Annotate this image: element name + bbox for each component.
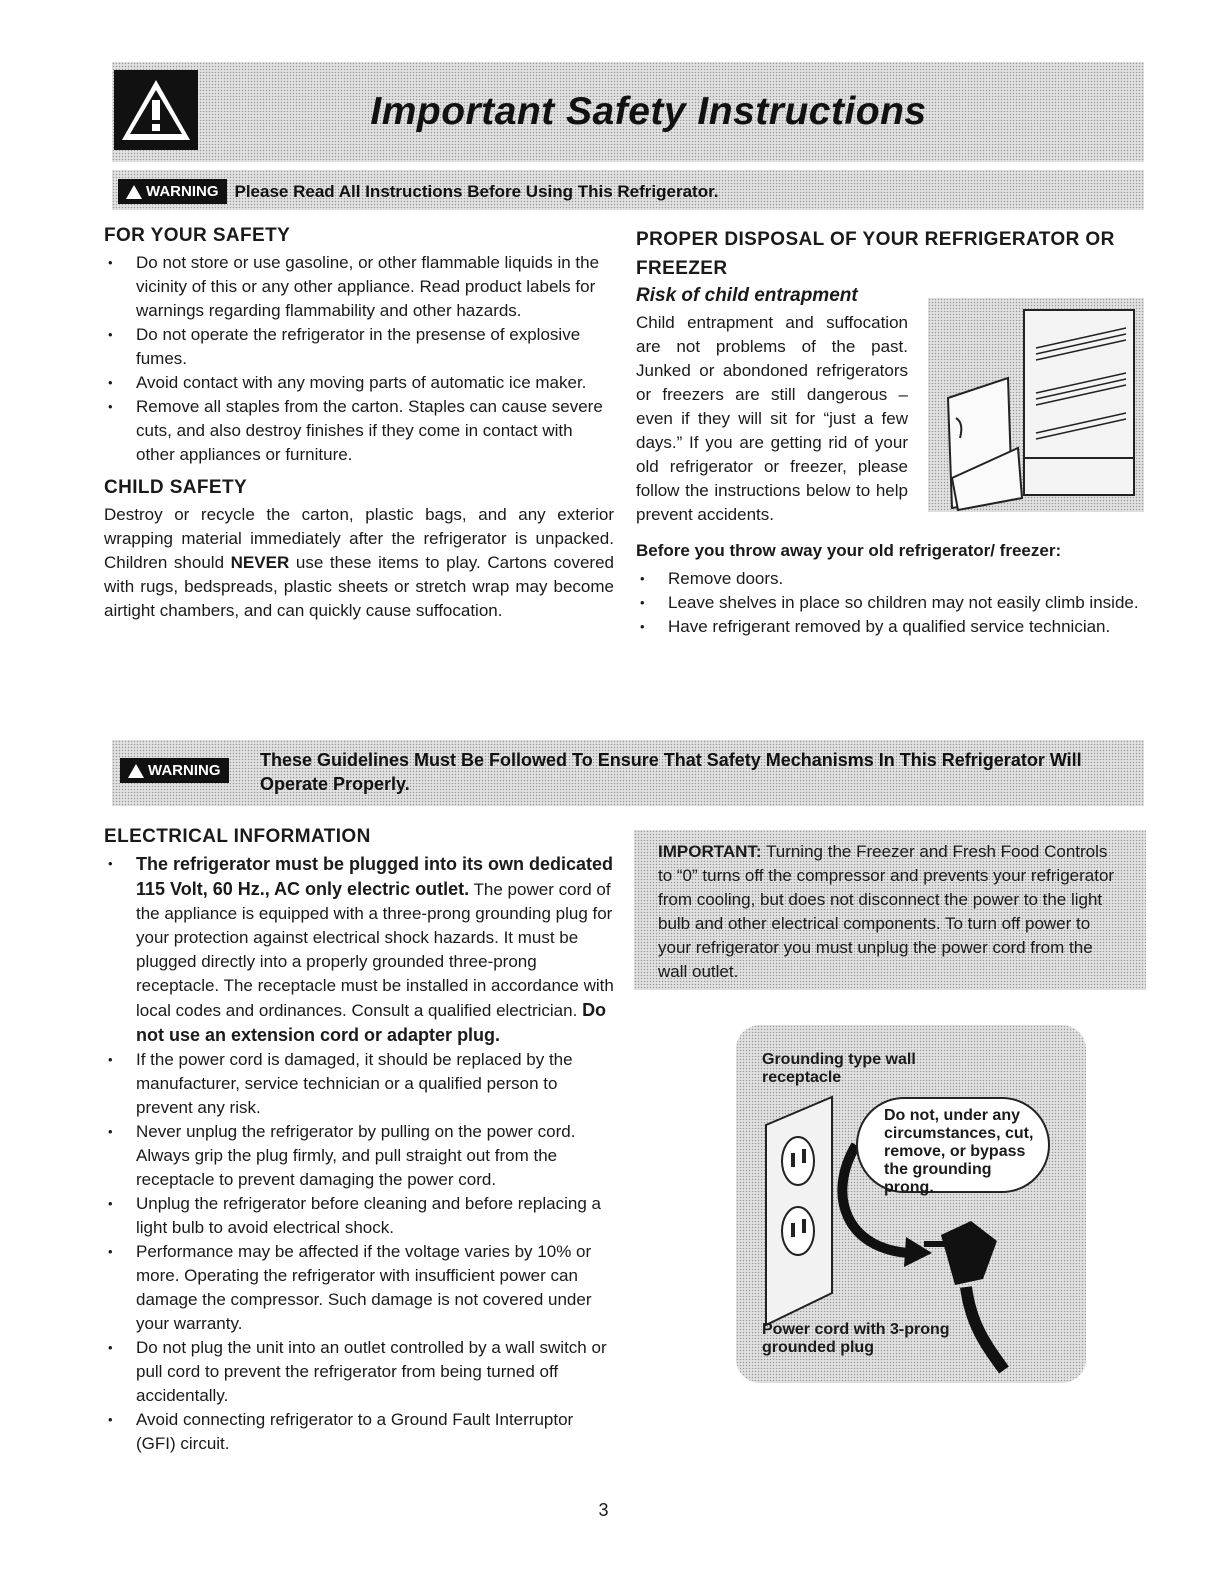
cord-label: Power cord with 3-prong grounded plug bbox=[762, 1321, 950, 1356]
list-item: • Have refrigerant removed by a qualified service technician. bbox=[636, 615, 1148, 639]
warning-badge bbox=[120, 758, 229, 783]
refrigerator-icon bbox=[928, 298, 1144, 512]
list-item: • Do not store or use gasoline, or other flammable liquids in the vicinity of this or any other appliance. Read product labels for warnings regarding flammability and other hazards. bbox=[104, 251, 614, 323]
electrical-list bbox=[104, 852, 616, 1456]
receptacle-label: Grounding type wall receptacle bbox=[762, 1051, 916, 1086]
outlet-illustration bbox=[736, 1025, 1086, 1383]
list-item: • Do not operate the refrigerator in the presense of explosive fumes. bbox=[104, 323, 614, 371]
important-text: Turning the Freezer and Fresh Food Controls to “0” turns off the compressor and prevents your refrigerator from cooling, but does not disconnect the power to the light bulb and other electrical components. To turn off power to your refrigerator you must unplug the power cord from the wall outlet. bbox=[658, 842, 1115, 981]
warning-badge-label: WARNING bbox=[146, 183, 219, 200]
list-item: • Leave shelves in place so children may not easily climb inside. bbox=[636, 591, 1148, 615]
warning-bar-read bbox=[112, 170, 1144, 210]
warning-badge-label: WARNING bbox=[148, 762, 221, 779]
list-item: • Unplug the refrigerator before cleaning and before replacing a light bulb to avoid electrical shock. bbox=[104, 1192, 616, 1240]
list-item: • Avoid contact with any moving parts of automatic ice maker. bbox=[104, 371, 614, 395]
list-item: • Never unplug the refrigerator by pulling on the power cord. Always grip the plug firmly, and pull straight out from the receptacle to prevent damaging the power cord. bbox=[104, 1120, 616, 1192]
child-safety-emphasis: NEVER bbox=[230, 553, 290, 572]
disposal-list bbox=[636, 567, 1148, 639]
warning-triangle-icon bbox=[128, 764, 144, 778]
page-title: Important Safety Instructions bbox=[370, 90, 927, 133]
warning-badge bbox=[118, 179, 227, 204]
child-safety-text-before: Destroy or recycle the carton, plastic bags, and any exterior wrapping material immediately after the refrigerator is unpacked. Children should bbox=[104, 505, 614, 572]
important-label: IMPORTANT: bbox=[658, 842, 762, 861]
dedicated-outlet-text: The refrigerator must be plugged into its own dedicated 115 Volt, 60 Hz., AC only electric outlet. bbox=[136, 854, 614, 899]
important-note bbox=[634, 830, 1146, 990]
warning-text: Please Read All Instructions Before Using This Refrigerator. bbox=[234, 181, 719, 201]
for-your-safety-heading: FOR YOUR SAFETY bbox=[104, 225, 291, 246]
list-item: • Do not plug the unit into an outlet controlled by a wall switch or pull cord to prevent the refrigerator from being turned off accidentally. bbox=[104, 1336, 616, 1408]
disposal-subheading: Risk of child entrapment bbox=[636, 285, 858, 306]
child-safety-text-after: use these items to play. Cartons covered with rugs, bedspreads, plastic sheets or stretch wrap may become airtight chambers, and can quickly cause suffocation. bbox=[104, 553, 614, 620]
grounding-prong-warning: Do not, under any circumstances, cut, remove, or bypass the grounding prong. bbox=[884, 1107, 1034, 1196]
for-your-safety-section bbox=[104, 225, 614, 623]
list-item: • Remove doors. bbox=[636, 567, 1148, 591]
for-your-safety-list bbox=[104, 251, 614, 467]
before-throw-heading: Before you throw away your old refrigerator/ freezer: bbox=[636, 541, 1062, 560]
list-item: • Remove all staples from the carton. Staples can cause severe cuts, and also destroy finishes if they come in contact with other appliances or furniture. bbox=[104, 395, 614, 467]
list-item bbox=[104, 852, 616, 1048]
no-extension-text: Do not use an extension cord or adapter plug. bbox=[136, 1000, 607, 1045]
child-safety-heading: CHILD SAFETY bbox=[104, 477, 248, 498]
warning-bar-guidelines bbox=[112, 740, 1144, 806]
list-item: • Performance may be affected if the voltage varies by 10% or more. Operating the refrigerator with insufficient power can damage the compressor. Such damage is not covered under your warranty. bbox=[104, 1240, 616, 1336]
electrical-section bbox=[104, 826, 616, 1456]
electrical-heading: ELECTRICAL INFORMATION bbox=[104, 826, 371, 847]
disposal-text: Child entrapment and suffocation are not problems of the past. Junked or abondoned refrigerators or freezers are still dangerous – even if they will sit for “just a few days.” If you are getting rid of your old refrigerator or freezer, please follow the instructions below to help prevent accidents. bbox=[636, 313, 908, 524]
grounding-text: The power cord of the appliance is equipped with a three-prong grounding plug for your protection against electrical shock hazards. It must be plugged directly into a properly grounded three-prong receptacle. The receptacle must be installed in accordance with local codes and ordinances. Consult a qualified electrician. bbox=[136, 880, 614, 1020]
refrigerator-illustration bbox=[928, 298, 1144, 512]
warning-badge-container bbox=[120, 758, 229, 783]
warning-guidelines-text: These Guidelines Must Be Followed To Ensure That Safety Mechanisms In This Refrigerator Will Operate Properly. bbox=[260, 750, 1082, 794]
disposal-heading: PROPER DISPOSAL OF YOUR REFRIGERATOR OR FREEZER bbox=[636, 229, 1115, 279]
warning-bubble bbox=[856, 1097, 1050, 1196]
list-item: • Avoid connecting refrigerator to a Ground Fault Interruptor (GFI) circuit. bbox=[104, 1408, 616, 1456]
page-number: 3 bbox=[598, 1500, 609, 1520]
warning-triangle-icon bbox=[126, 185, 142, 199]
list-item: • If the power cord is damaged, it should be replaced by the manufacturer, service technician or a qualified person to prevent any risk. bbox=[104, 1048, 616, 1120]
child-safety-text bbox=[104, 503, 614, 623]
